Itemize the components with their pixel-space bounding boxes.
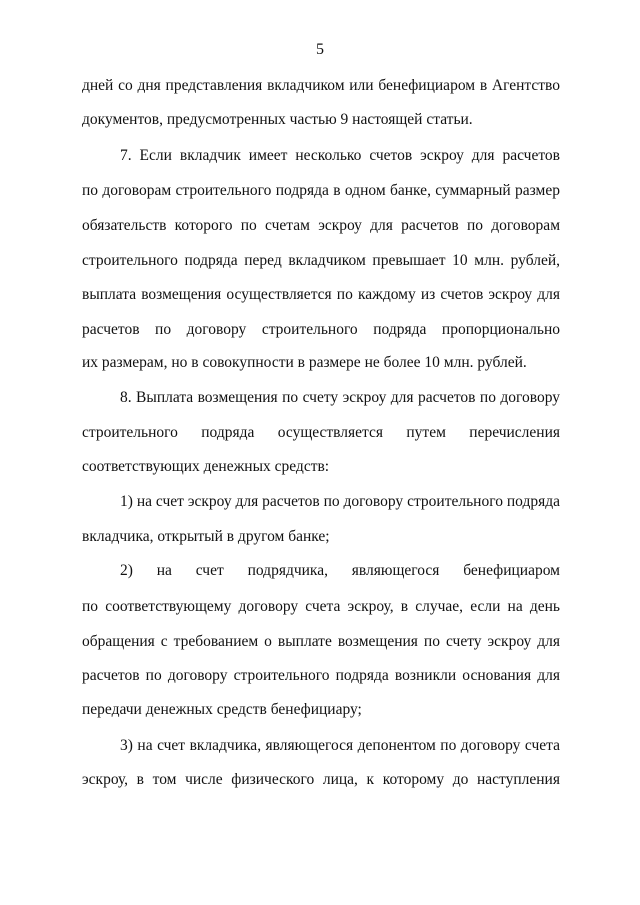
page-number: 5 [316, 41, 324, 58]
text-line: 8. Выплата возмещения по счету эскроу для расчетов по договору [120, 389, 560, 406]
text-line: 2) на счет подрядчика, являющегося бенефициаром [120, 562, 560, 579]
text-line: по соответствующему договору счета эскроу, в случае, если на день [82, 598, 560, 615]
text-line: обращения с требованием о выплате возмещения по счету эскроу для [82, 633, 560, 650]
text-line: 1) на счет эскроу для расчетов по договору строительного подряда [120, 493, 560, 510]
text-line: 3) на счет вкладчика, являющегося депонентом по договору счета [120, 737, 560, 754]
text-line: эскроу, в том числе физического лица, к которому до наступления [82, 771, 560, 788]
text-line: документов, предусмотренных частью 9 настоящей статьи. [82, 111, 473, 128]
text-line: дней со дня представления вкладчиком или бенефициаром в Агентство [82, 77, 560, 94]
text-line: строительного подряда осуществляется путем перечисления [82, 424, 560, 441]
text-line: расчетов по договору строительного подряда возникли основания для [82, 667, 560, 684]
text-line: расчетов по договору строительного подряда пропорционально [82, 321, 560, 338]
text-line: выплата возмещения осуществляется по каждому из счетов эскроу для [82, 286, 560, 303]
text-line: 7. Если вкладчик имеет несколько счетов эскроу для расчетов [120, 147, 560, 164]
text-line: строительного подряда перед вкладчиком превышает 10 млн. рублей, [82, 252, 560, 269]
text-line: соответствующих денежных средств: [82, 458, 330, 475]
text-line: вкладчика, открытый в другом банке; [82, 528, 330, 545]
text-line: передачи денежных средств бенефициару; [82, 701, 362, 718]
text-line: по договорам строительного подряда в одном банке, суммарный размер [82, 182, 560, 199]
text-line: обязательств которого по счетам эскроу для расчетов по договорам [82, 217, 560, 234]
text-line: их размерам, но в совокупности в размере не более 10 млн. рублей. [82, 354, 527, 371]
